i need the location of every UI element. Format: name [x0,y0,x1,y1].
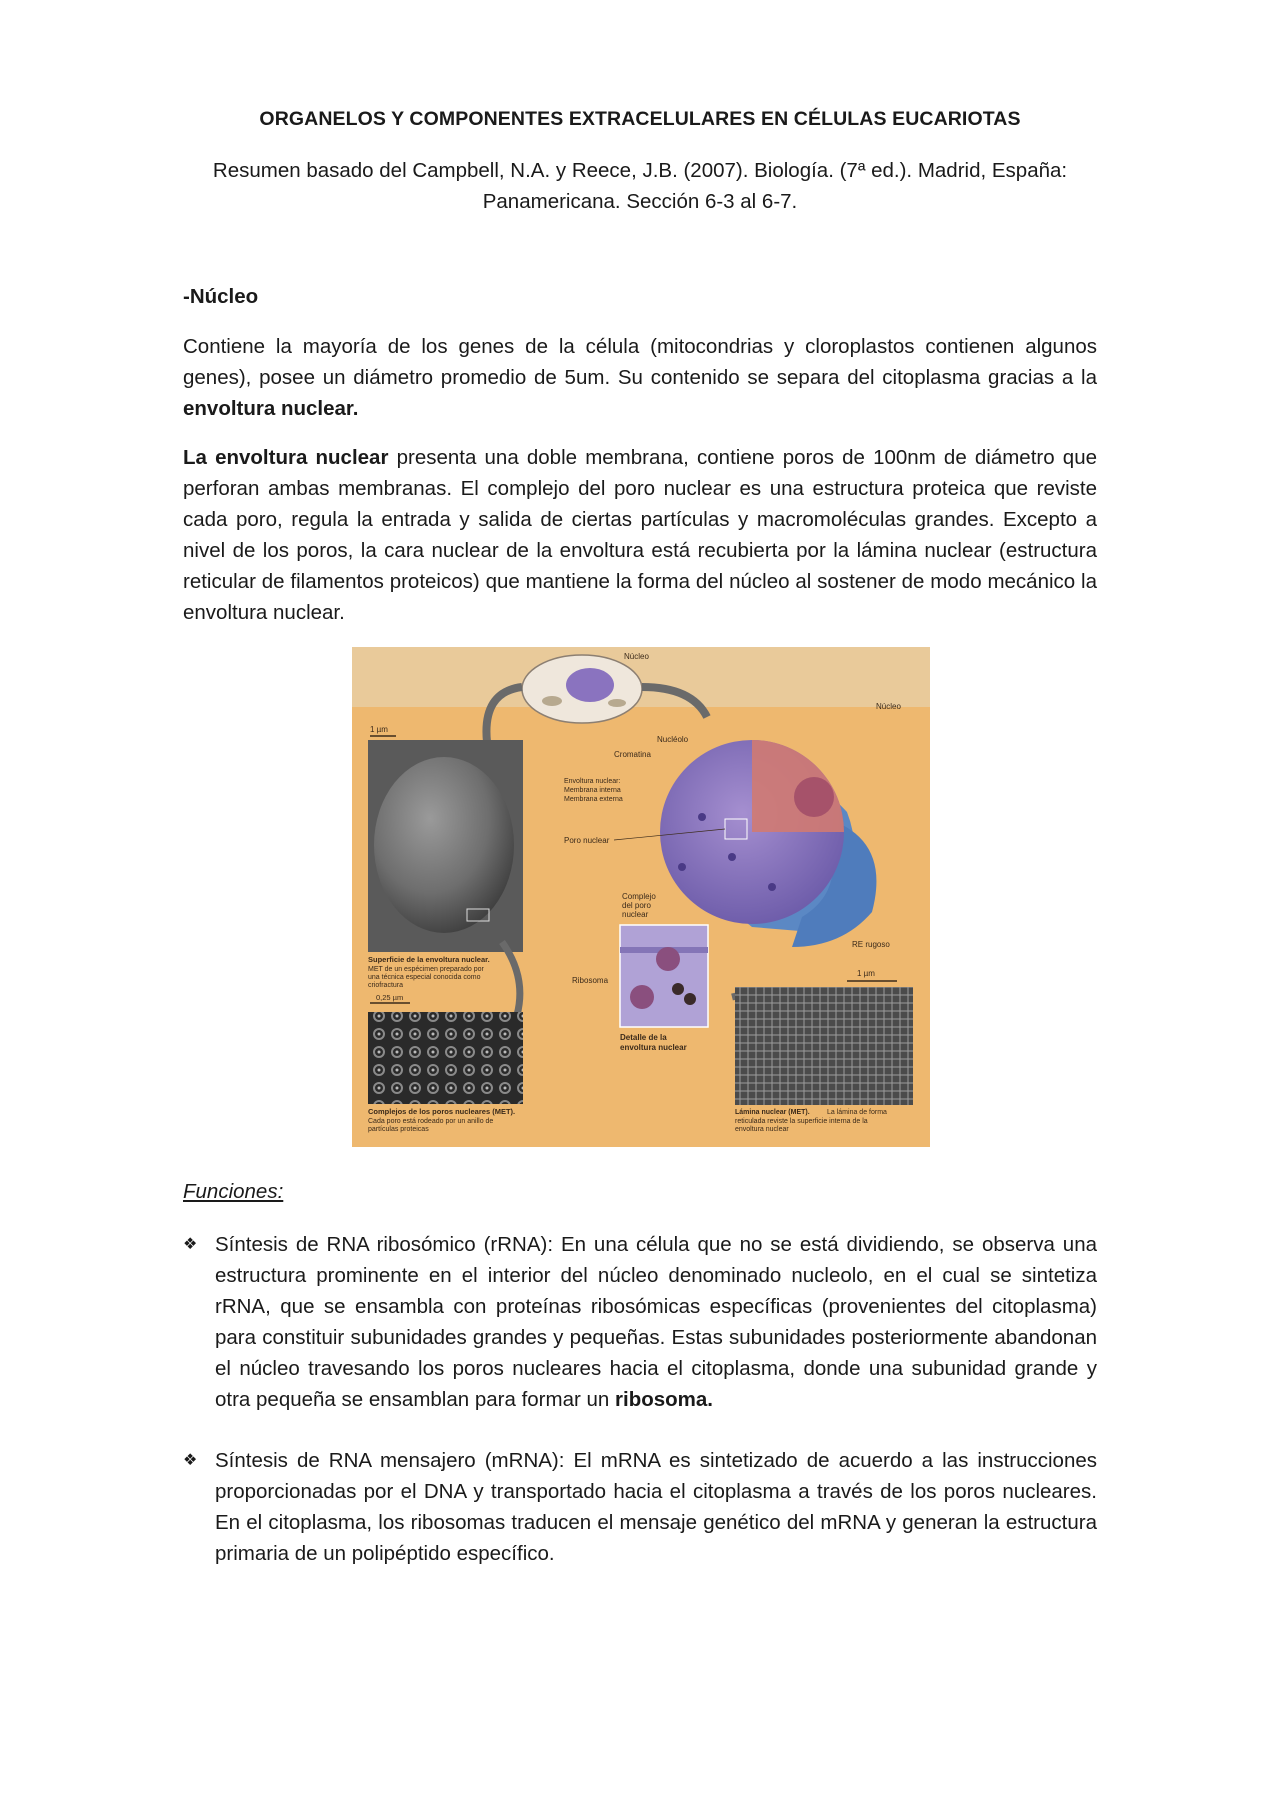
label-membrana-interna: Membrana interna [564,787,621,794]
met-nuclear-lamina [735,987,913,1105]
label-nucleo-right: Núcleo [876,702,901,711]
bullet-diamond-icon: ❖ [183,1452,198,1469]
paragraph-bold-term: La envoltura nuclear [183,446,389,469]
label-complejo: Complejo [622,892,656,901]
arrow-down-left [502,942,520,1015]
pore-detail [620,925,708,1027]
paragraph-envelope [183,442,1097,628]
label-membrana-externa: Membrana externa [564,796,623,803]
caption-complejos-title: Complejos de los poros nucleares (MET). [368,1107,516,1116]
caption-lamina-2: reticulada reviste la superficie interna de la [735,1118,868,1125]
caption-superficie-1: MET de un espécimen preparado por [368,966,484,973]
bullet-bold-term: ribosoma. [615,1388,713,1411]
caption-superficie-title: Superficie de la envoltura nuclear. [368,955,490,964]
label-nuclear: nuclear [622,910,649,919]
bullet-diamond-icon: ❖ [183,1236,198,1253]
label-re-rugoso: RE rugoso [852,940,890,949]
caption-complejos-1: Cada poro está rodeado por un anillo de [368,1118,494,1125]
caption-lamina-3: envoltura nuclear [735,1126,789,1133]
label-nucleo-top: Núcleo [624,652,649,661]
citation: Resumen basado del Campbell, N.A. y Reece, J.B. (2007). Biología. (7ª ed.). Madrid, España: Panamericana. Sección 6-3 al 6-7. [212,159,1068,213]
met-pore-complexes [368,1012,523,1104]
label-ribosoma: Ribosoma [572,976,609,985]
label-poro-nuclear: Poro nuclear [564,836,610,845]
document-title: ORGANELOS Y COMPONENTES EXTRACELULARES EN CÉLULAS EUCARIOTAS [259,108,1021,130]
label-cromatina: Cromatina [614,750,651,759]
nucleus-figure [352,647,930,1147]
bullet-item [183,1229,1097,1415]
nucleus-3d [660,740,876,947]
bullet-text: Síntesis de RNA mensajero (mRNA): El mRNA es sintetizado de acuerdo a las instrucciones proporcionadas por el DNA y transportado hacia el citoplasma a través de los poros nucleares. En el citoplasma, los ribosomas traducen el mensaje genético del mRNA y generan la estructura primaria de un polipéptido específico. [215,1449,1097,1565]
label-scale-left: 1 µm [370,725,388,734]
label-detalle-envoltura: envoltura nuclear [620,1043,687,1052]
paragraph-text: Contiene la mayoría de los genes de la célula (mitocondrias y cloroplastos contienen algunos genes), posee un diámetro promedio de 5um. Su contenido se separa del citoplasma gracias a la [183,335,1097,389]
label-scale-025: 0,25 µm [376,993,404,1002]
label-nucleolo: Nucléolo [657,735,689,744]
paragraph-nucleus [183,331,1097,424]
caption-lamina-title: Lámina nuclear (MET). [735,1109,810,1116]
caption-superficie-2: una técnica especial conocida como [368,974,481,981]
paragraph-text: presenta una doble membrana, contiene poros de 100nm de diámetro que perforan ambas membranas. El complejo del poro nuclear es una estructura proteica que reviste cada poro, regula la entrada y salida de ciertas partículas y macromoléculas grandes. Excepto a nivel de los poros, la cara nuclear de la envoltura está recubierta por la lámina nuclear (estructura reticular de filamentos proteicos) que mantiene la forma del núcleo al sostener de modo mecánico la envoltura nuclear. [183,446,1097,624]
bullet-item [183,1445,1097,1569]
caption-lamina-1: La lámina de forma [827,1109,887,1116]
bullet-text: Síntesis de RNA ribosómico (rRNA): En una célula que no se está dividiendo, se observa una estructura prominente en el interior del núcleo denominado nucleolo, en el cual se sintetiza rRNA, que se ensambla con proteínas ribosómicas específicas (provenientes del citoplasma) para constituir subunidades grandes y pequeñas. Estas subunidades posteriormente abandonan el núcleo travesando los poros nucleares hacia el citoplasma, donde una subunidad grande y otra pequeña se ensamblan para formar un ribosoma. [215,1233,1097,1411]
paragraph-bold-term: envoltura nuclear. [183,397,359,420]
funciones-heading: Funciones: [183,1180,284,1203]
cell-thumbnail [522,655,642,723]
nucleus-illustration [352,647,930,1147]
label-del-poro: del poro [622,901,651,910]
section-heading: -Núcleo [183,285,259,308]
label-scale-right: 1 µm [857,969,875,978]
caption-superficie-3: criofractura [368,982,404,989]
caption-complejos-2: partículas proteicas [368,1126,429,1133]
label-detalle: Detalle de la [620,1033,667,1042]
label-envoltura: Envoltura nuclear: [564,778,621,785]
